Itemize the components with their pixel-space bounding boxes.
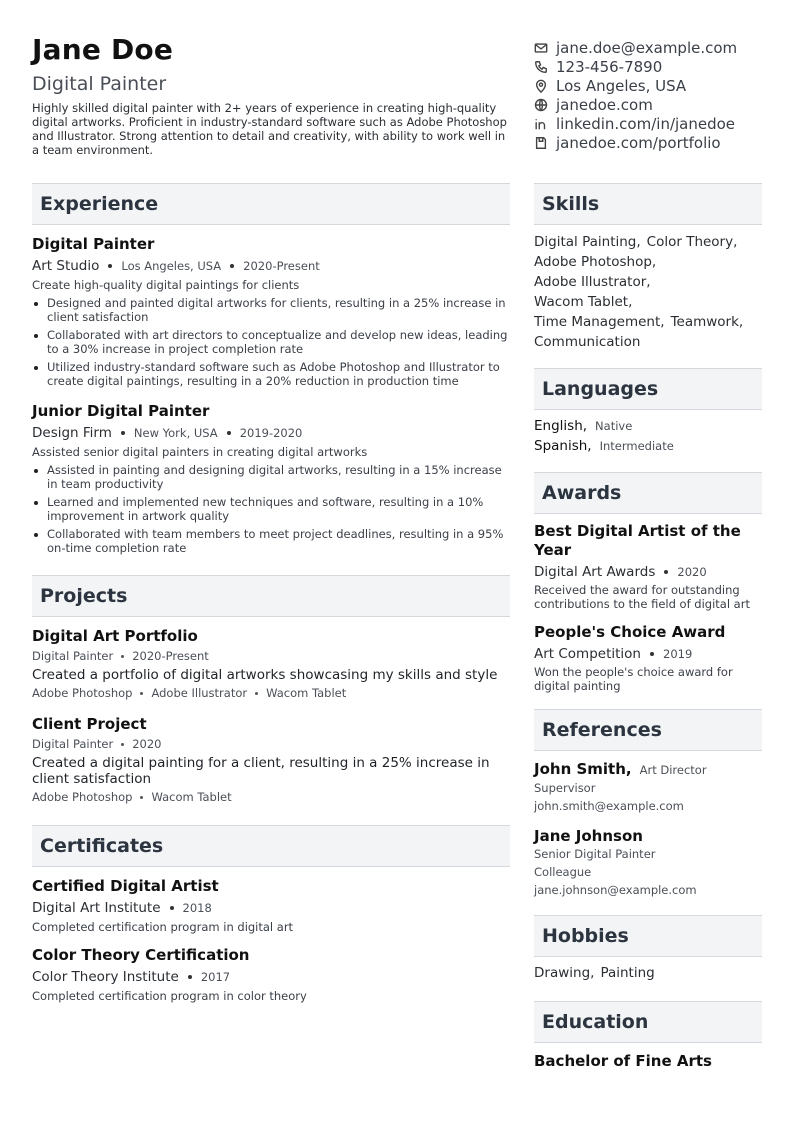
languages-heading (534, 368, 762, 410)
separator-dot (121, 655, 124, 658)
experience-entry (32, 235, 510, 388)
language-level: Native (595, 419, 633, 433)
certificate-description: Completed certification program in color theory (32, 989, 307, 1003)
skill-item: Adobe Illustrator, (534, 274, 651, 290)
reference-relation: Colleague (534, 865, 592, 879)
skills-heading-text: Skills (542, 193, 600, 215)
separator-dot (121, 743, 124, 746)
sidebar-column (534, 183, 762, 1071)
achievement-item: Designed and painted digital artworks for clients, resulting in a 25% increase in client satisfaction (32, 296, 510, 324)
job-title: Digital Painter (32, 235, 155, 253)
award-title: Best Digital Artist of the Year (534, 522, 741, 559)
references-heading (534, 709, 762, 751)
skill-item: Adobe Photoshop, (534, 254, 657, 270)
awards-heading (534, 472, 762, 514)
job-location: Los Angeles, USA (121, 259, 222, 273)
project-dates: 2020 (132, 737, 162, 751)
experience-heading-text: Experience (40, 193, 159, 215)
separator-dot (650, 652, 654, 656)
separator-dot (108, 264, 112, 268)
location-pin-icon (534, 79, 548, 93)
certificate-title: Color Theory Certification (32, 946, 250, 964)
job-company: Art Studio (32, 258, 100, 274)
project-meta (32, 648, 510, 664)
languages-list (534, 416, 762, 456)
skill-item: Teamwork, (670, 314, 744, 330)
award-description: Received the award for outstanding contributions to the field of digital art (534, 583, 750, 611)
certificate-year: 2018 (182, 901, 212, 915)
project-title: Client Project (32, 715, 147, 733)
reference-header (534, 760, 762, 779)
certificate-entry (32, 946, 510, 1003)
project-entry (32, 627, 510, 701)
projects-heading (32, 575, 510, 617)
job-dates: 2020-Present (243, 259, 320, 273)
contact-portfolio-text: janedoe.com/portfolio (556, 133, 721, 152)
separator-dot (140, 796, 143, 799)
achievement-item: Collaborated with team members to meet project deadlines, resulting in a 95% on-time completion rate (32, 527, 510, 555)
project-tools (32, 789, 510, 805)
tool-tag: Wacom Tablet (266, 686, 347, 700)
education-heading (534, 1001, 762, 1043)
contact-website[interactable] (534, 95, 774, 114)
award-year: 2019 (663, 647, 693, 661)
portfolio-icon (534, 136, 548, 150)
contact-linkedin[interactable] (534, 114, 774, 133)
certificate-issuer: Color Theory Institute (32, 969, 179, 985)
reference-position: Senior Digital Painter (534, 847, 656, 861)
experience-entry (32, 402, 510, 555)
awards-heading-text: Awards (542, 482, 622, 504)
skill-item: Time Management, (534, 314, 665, 330)
job-title: Junior Digital Painter (32, 402, 210, 420)
job-dates: 2019-2020 (239, 426, 303, 440)
project-title: Digital Art Portfolio (32, 627, 198, 645)
achievement-item: Learned and implemented new techniques and software, resulting in a 10% improvement in artwork quality (32, 495, 510, 523)
reference-entry (534, 760, 762, 815)
hobby-item: Painting (600, 965, 655, 981)
reference-position: Art Director (639, 763, 707, 777)
language-name: English, (534, 418, 588, 434)
skill-item: Digital Painting, (534, 234, 641, 250)
separator-dot (230, 264, 234, 268)
language-level: Intermediate (599, 439, 674, 453)
separator-dot (170, 906, 174, 910)
contact-phone[interactable] (534, 57, 774, 76)
project-dates: 2020-Present (132, 649, 209, 663)
languages-heading-text: Languages (542, 378, 659, 400)
skill-item: Color Theory, (646, 234, 738, 250)
resume-header (32, 34, 508, 157)
separator-dot (121, 431, 125, 435)
contact-location (534, 76, 774, 95)
award-meta (534, 563, 762, 581)
achievement-item: Collaborated with art directors to conceptualize and develop new ideas, leading to a 30% increase in project completion rate (32, 328, 510, 356)
candidate-title: Digital Painter (32, 73, 167, 95)
job-achievements (32, 296, 510, 388)
separator-dot (227, 431, 231, 435)
separator-dot (664, 570, 668, 574)
project-tools (32, 685, 510, 701)
award-year: 2020 (677, 565, 707, 579)
candidate-name: Jane Doe (32, 33, 174, 66)
job-location: New York, USA (133, 426, 218, 440)
certificate-issuer: Digital Art Institute (32, 900, 161, 916)
award-issuer: Art Competition (534, 646, 641, 662)
achievement-item: Utilized industry-standard software such as Adobe Photoshop and Illustrator to create digital paintings, resulting in a 20% reduction in production time (32, 360, 510, 388)
phone-icon (534, 60, 548, 74)
job-company: Design Firm (32, 425, 112, 441)
linkedin-icon (534, 117, 548, 131)
experience-heading (32, 183, 510, 225)
project-role: Digital Painter (32, 649, 114, 663)
job-meta (32, 257, 510, 275)
job-summary: Assisted senior digital painters in creating digital artworks (32, 445, 368, 459)
certificate-title: Certified Digital Artist (32, 877, 219, 895)
hobbies-heading-text: Hobbies (542, 925, 629, 947)
skill-item: Communication (534, 334, 641, 350)
contact-email[interactable] (534, 38, 774, 57)
hobbies-list (534, 963, 762, 983)
certificates-heading (32, 825, 510, 867)
language-item (534, 436, 762, 456)
certificates-heading-text: Certificates (40, 835, 164, 857)
project-meta (32, 736, 510, 752)
education-degree: Bachelor of Fine Arts (534, 1052, 712, 1070)
project-role: Digital Painter (32, 737, 114, 751)
certificate-meta (32, 899, 510, 917)
globe-icon (534, 98, 548, 112)
separator-dot (140, 692, 143, 695)
tool-tag: Adobe Photoshop (32, 686, 133, 700)
award-meta (534, 645, 762, 663)
certificate-year: 2017 (200, 970, 231, 984)
certificate-meta (32, 968, 510, 986)
contact-phone-text: 123-456-7890 (556, 57, 663, 76)
award-issuer: Digital Art Awards (534, 564, 656, 580)
tool-tag: Adobe Photoshop (32, 790, 133, 804)
reference-email[interactable]: jane.johnson@example.com (534, 883, 697, 897)
reference-relation: Supervisor (534, 781, 596, 795)
hobby-item: Drawing, (534, 965, 595, 981)
certificate-description: Completed certification program in digital art (32, 920, 294, 934)
separator-dot (188, 975, 192, 979)
skills-list (534, 232, 762, 352)
award-title: People's Choice Award (534, 623, 726, 641)
award-entry (534, 623, 762, 693)
skills-heading (534, 183, 762, 225)
certificate-entry (32, 877, 510, 934)
contact-location-text: Los Angeles, USA (556, 76, 687, 95)
education-heading-text: Education (542, 1011, 649, 1033)
main-column (32, 183, 510, 1003)
reference-email[interactable]: john.smith@example.com (534, 799, 684, 813)
language-name: Spanish, (534, 438, 592, 454)
contact-list (534, 38, 774, 152)
hobbies-heading (534, 915, 762, 957)
contact-email-text: jane.doe@example.com (556, 38, 738, 57)
mail-icon (534, 41, 548, 55)
skill-item: Wacom Tablet, (534, 294, 633, 310)
job-meta (32, 424, 510, 442)
contact-linkedin-text: linkedin.com/in/janedoe (556, 114, 736, 133)
profile-summary: Highly skilled digital painter with 2+ years of experience in creating high-quality digital artworks. Proficient in industry-standard software such as Adobe Photoshop and Illustrator. Strong attention to detail and creativity, with ability to work well in a team environment. (32, 101, 507, 157)
project-description: Created a digital painting for a client, resulting in a 25% increase in client satisfaction (32, 755, 490, 787)
tool-tag: Adobe Illustrator (151, 686, 248, 700)
project-entry (32, 715, 510, 805)
projects-heading-text: Projects (40, 585, 128, 607)
contact-portfolio[interactable] (534, 133, 774, 152)
reference-name: Jane Johnson (534, 827, 643, 845)
job-achievements (32, 463, 510, 555)
job-summary: Create high-quality digital paintings for clients (32, 278, 300, 292)
award-description: Won the people's choice award for digital painting (534, 665, 733, 693)
project-description: Created a portfolio of digital artworks showcasing my skills and style (32, 667, 498, 683)
contact-website-text: janedoe.com (556, 95, 653, 114)
language-item (534, 416, 762, 436)
reference-name: John Smith, (534, 760, 632, 778)
tool-tag: Wacom Tablet (151, 790, 232, 804)
reference-entry (534, 827, 762, 899)
award-entry (534, 522, 762, 611)
separator-dot (255, 692, 258, 695)
references-heading-text: References (542, 719, 662, 741)
achievement-item: Assisted in painting and designing digital artworks, resulting in a 15% increase in team productivity (32, 463, 510, 491)
